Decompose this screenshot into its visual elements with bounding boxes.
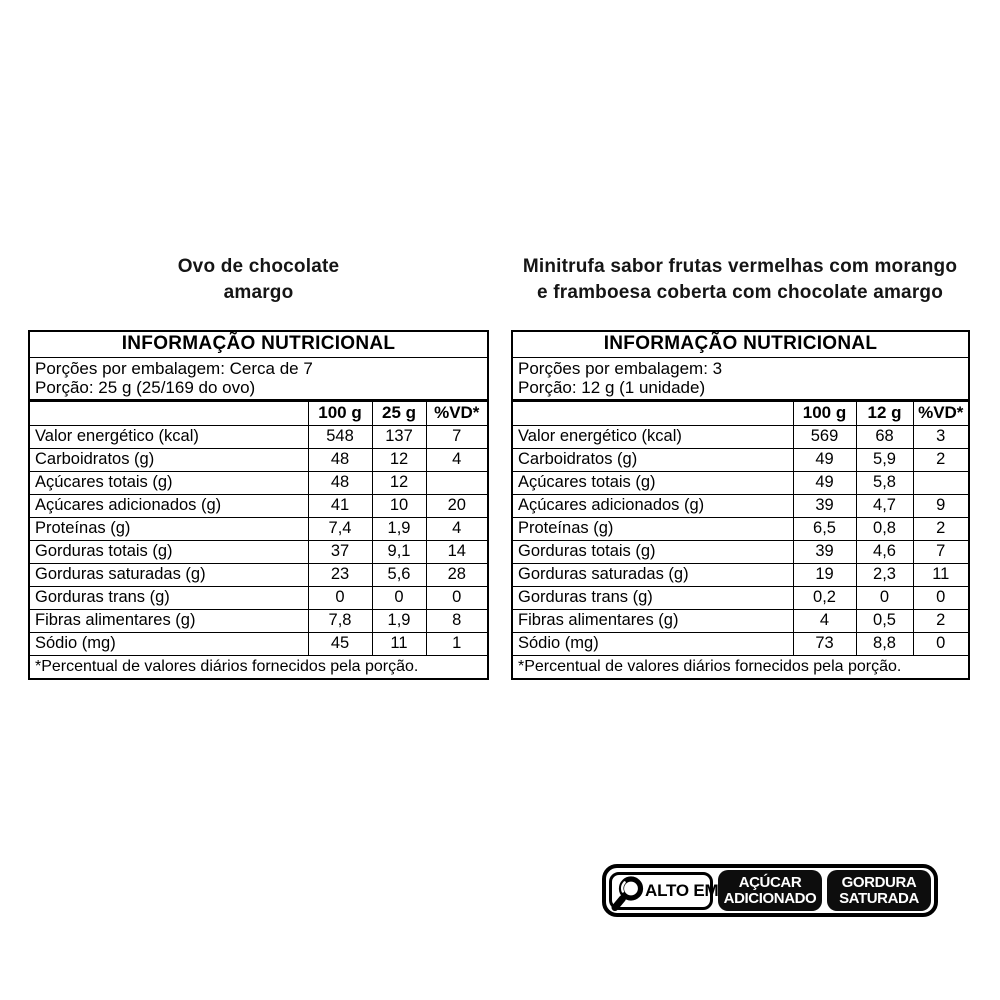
product-title-right: [495, 254, 985, 306]
product-title-line: amargo: [223, 282, 294, 303]
table-row: [29, 494, 488, 517]
value-vd: 2: [913, 448, 969, 471]
table-title-row: [512, 331, 969, 357]
nutrient-label: Açúcares totais (g): [29, 471, 308, 494]
col-header-blank: [512, 400, 793, 425]
value-100g: 6,5: [793, 517, 856, 540]
value-100g: 4: [793, 609, 856, 632]
value-vd: 7: [913, 540, 969, 563]
warning-tag-gordura-saturada: [827, 870, 931, 911]
value-vd: 2: [913, 609, 969, 632]
value-portion: 8,8: [856, 632, 913, 655]
value-portion: 0: [856, 586, 913, 609]
nutrient-label: Proteínas (g): [29, 517, 308, 540]
table-row: [512, 563, 969, 586]
alto-em-pill: [609, 872, 719, 910]
table-title: INFORMAÇÃO NUTRICIONAL: [29, 331, 488, 357]
value-vd: 2: [913, 517, 969, 540]
table-title: INFORMAÇÃO NUTRICIONAL: [512, 331, 969, 357]
value-100g: 0,2: [793, 586, 856, 609]
table-row: [29, 563, 488, 586]
portion-info-row: [29, 357, 488, 400]
footnote: *Percentual de valores diários fornecidos pela porção.: [29, 655, 488, 679]
nutrient-label: Fibras alimentares (g): [512, 609, 793, 632]
value-vd: 7: [426, 425, 488, 448]
product-title-line: e framboesa coberta com chocolate amargo: [536, 282, 944, 303]
tag-line: SATURADA: [839, 889, 919, 907]
value-vd: 0: [426, 586, 488, 609]
table-row: [512, 517, 969, 540]
value-vd: [913, 471, 969, 494]
nutrient-label: Carboidratos (g): [29, 448, 308, 471]
nutrient-label: Açúcares adicionados (g): [29, 494, 308, 517]
value-portion: 9,1: [372, 540, 426, 563]
portion-info: [29, 357, 488, 400]
table-row: [512, 609, 969, 632]
value-100g: 0: [308, 586, 372, 609]
portion-info: [512, 357, 969, 400]
value-100g: 7,4: [308, 517, 372, 540]
value-portion: 0,8: [856, 517, 913, 540]
value-portion: 5,9: [856, 448, 913, 471]
value-vd: 20: [426, 494, 488, 517]
column-header-row: [29, 400, 488, 425]
value-100g: 39: [793, 494, 856, 517]
table-title-row: [29, 331, 488, 357]
col-header-vd: %VD*: [913, 400, 969, 425]
alto-em-label: ALTO EM: [645, 880, 719, 900]
value-100g: 48: [308, 448, 372, 471]
value-vd: 28: [426, 563, 488, 586]
value-vd: 9: [913, 494, 969, 517]
value-vd: 1: [426, 632, 488, 655]
table-row: [512, 471, 969, 494]
value-100g: 48: [308, 471, 372, 494]
nutrient-label: Sódio (mg): [29, 632, 308, 655]
portion-info-row: [512, 357, 969, 400]
value-portion: 12: [372, 448, 426, 471]
value-portion: 4,7: [856, 494, 913, 517]
value-portion: 5,6: [372, 563, 426, 586]
value-100g: 19: [793, 563, 856, 586]
table-row: [29, 632, 488, 655]
value-portion: 2,3: [856, 563, 913, 586]
servings-per-package: Porções por embalagem: 3: [518, 358, 723, 378]
value-portion: 10: [372, 494, 426, 517]
table-row: [512, 632, 969, 655]
value-portion: 1,9: [372, 517, 426, 540]
value-100g: 23: [308, 563, 372, 586]
footnote-row: [512, 655, 969, 679]
value-vd: 14: [426, 540, 488, 563]
table-row: [512, 425, 969, 448]
footnote: *Percentual de valores diários fornecidos pela porção.: [512, 655, 969, 679]
value-vd: [426, 471, 488, 494]
value-100g: 7,8: [308, 609, 372, 632]
col-header-portion: 12 g: [856, 400, 913, 425]
warning-tag-acucar-adicionado: [718, 870, 822, 911]
value-portion: 137: [372, 425, 426, 448]
value-vd: 11: [913, 563, 969, 586]
product-title-line: Minitrufa sabor frutas vermelhas com morango: [522, 256, 958, 277]
table-row: [29, 586, 488, 609]
value-portion: 0: [372, 586, 426, 609]
col-header-100g: 100 g: [793, 400, 856, 425]
table-row: [29, 540, 488, 563]
value-100g: 37: [308, 540, 372, 563]
tag-line: ADICIONADO: [723, 889, 817, 907]
value-100g: 41: [308, 494, 372, 517]
table-row: [29, 517, 488, 540]
table-row: [512, 448, 969, 471]
portion-size: Porção: 25 g (25/169 do ovo): [35, 378, 256, 397]
value-100g: 73: [793, 632, 856, 655]
high-in-warning-badge: [602, 864, 938, 917]
portion-size: Porção: 12 g (1 unidade): [518, 378, 706, 397]
nutrient-label: Açúcares adicionados (g): [512, 494, 793, 517]
column-header-row: [512, 400, 969, 425]
nutrition-table-left: [28, 330, 489, 680]
value-vd: 0: [913, 586, 969, 609]
value-portion: 0,5: [856, 609, 913, 632]
magnifier-icon: [611, 876, 647, 912]
nutrient-label: Gorduras trans (g): [512, 586, 793, 609]
nutrition-table-right: [511, 330, 970, 680]
value-portion: 12: [372, 471, 426, 494]
table-row: [512, 494, 969, 517]
value-100g: 49: [793, 471, 856, 494]
nutrient-label: Valor energético (kcal): [512, 425, 793, 448]
value-vd: 8: [426, 609, 488, 632]
value-portion: 68: [856, 425, 913, 448]
value-vd: 0: [913, 632, 969, 655]
nutrient-label: Proteínas (g): [512, 517, 793, 540]
nutrient-label: Gorduras saturadas (g): [512, 563, 793, 586]
col-header-vd: %VD*: [426, 400, 488, 425]
table-row: [29, 471, 488, 494]
table-row: [512, 540, 969, 563]
nutrient-label: Sódio (mg): [512, 632, 793, 655]
product-title-left: [28, 254, 489, 306]
nutrient-label: Valor energético (kcal): [29, 425, 308, 448]
value-vd: 4: [426, 517, 488, 540]
servings-per-package: Porções por embalagem: Cerca de 7: [35, 358, 313, 378]
value-100g: 548: [308, 425, 372, 448]
table-row: [512, 586, 969, 609]
value-portion: 4,6: [856, 540, 913, 563]
value-100g: 569: [793, 425, 856, 448]
nutrient-label: Gorduras totais (g): [512, 540, 793, 563]
value-portion: 5,8: [856, 471, 913, 494]
nutrient-label: Gorduras totais (g): [29, 540, 308, 563]
value-vd: 4: [426, 448, 488, 471]
nutrient-label: Carboidratos (g): [512, 448, 793, 471]
nutrient-label: Gorduras trans (g): [29, 586, 308, 609]
value-100g: 39: [793, 540, 856, 563]
value-100g: 45: [308, 632, 372, 655]
nutrient-label: Gorduras saturadas (g): [29, 563, 308, 586]
table-row: [29, 425, 488, 448]
table-row: [29, 448, 488, 471]
col-header-100g: 100 g: [308, 400, 372, 425]
product-title-line: Ovo de chocolate: [177, 256, 340, 277]
value-portion: 11: [372, 632, 426, 655]
nutrient-label: Fibras alimentares (g): [29, 609, 308, 632]
col-header-portion: 25 g: [372, 400, 426, 425]
nutrient-label: Açúcares totais (g): [512, 471, 793, 494]
tag-line: GORDURA: [841, 874, 917, 891]
value-portion: 1,9: [372, 609, 426, 632]
value-100g: 49: [793, 448, 856, 471]
table-row: [29, 609, 488, 632]
tag-line: AÇÚCAR: [738, 874, 802, 891]
col-header-blank: [29, 400, 308, 425]
footnote-row: [29, 655, 488, 679]
value-vd: 3: [913, 425, 969, 448]
